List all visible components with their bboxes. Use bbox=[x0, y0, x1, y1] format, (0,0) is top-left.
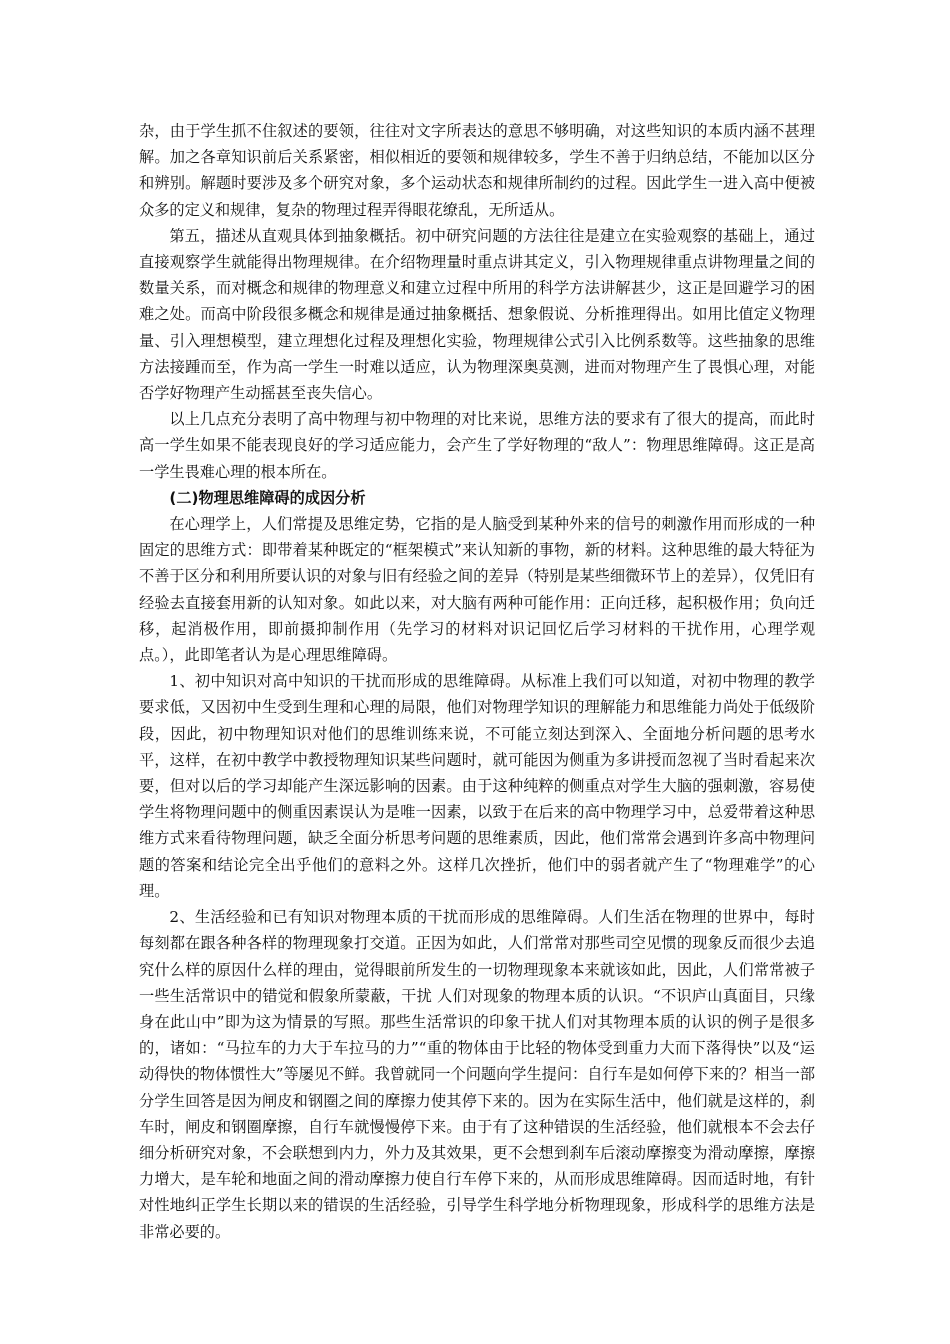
paragraph-fifth-point: 第五，描述从直观具体到抽象概括。初中研究问题的方法往往是建立在实验观察的基础上，通过直接观察学生就能得出物理规律。在介绍物理量时重点讲其定义，引入物理规律重点讲物理量之间的数量关系，而对概念和规律的物理意义和建立过程中所用的科学方法讲解甚少，这正是回避学习的困难之处。而高中阶段很多概念和规律是通过抽象概括、想象假说、分析推理得出。如用比值定义物理量、引入理想模型，建立理想化过程及理想化实验，物理规律公式引入比例系数等。这些抽象的思维方法接踵而至，作为高一学生一时难以适应，认为物理深奥莫测，进而对物理产生了畏惧心理，对能否学好物理产生动摇甚至丧失信心。 bbox=[139, 226, 815, 403]
paragraph-thinking-set: 在心理学上，人们常提及思维定势，它指的是人脑受到某种外来的信号的刺激作用而形成的一种固定的思维方式：即带着某种既定的“框架模式”来认知新的事物，新的材料。这种思维的最大特征为不善于区分和利用所要认识的对象与旧有经验之间的差异（特别是某些细微环节上的差异），仅凭旧有经验去直接套用新的认知对象。如此以来，对大脑有两种可能作用：正向迁移，起积极作用；负向迁移，起消极作用，即前摄抑制作用（先学习的材料对识记回忆后学习材料的干扰作用，心理学观点。），此即笔者认为是心理思维障碍。 bbox=[139, 515, 815, 665]
section-heading: (二)物理思维障碍的成因分析 bbox=[169, 488, 366, 507]
paragraph-point-2: 2、生活经验和已有知识对物理本质的干扰而形成的思维障碍。人们生活在物理的世界中，每时每刻都在跟各种各样的物理现象打交道。正因为如此，人们常常对那些司空见惯的现象反而很少去追究什么样的原因什么样的理由，觉得眼前所发生的一切物理现象本来就该如此，因此，人们常常被子一些生活常识中的错觉和假象所蒙蔽，干扰 人们对现象的物理本质的认识。“不识庐山真面目，只缘身在此山中”即为这为情景的写照。那些生活常识的印象干扰人们对其物理本质的认识的例子是很多的，诸如：“马拉车的力大于车拉马的力”“重的物体由于比轻的物体受到重力大而下落得快”以及“运动得快的物体惯性大”等屡见不鲜。我曾就同一个问题向学生提问：自行车是如何停下来的？相当一部分学生回答是因为闸皮和钢圈之间的摩擦力使其停下来的。因为在实际生活中，他们就是这样的，刹车时，闸皮和钢圈摩擦，自行车就慢慢停下来。由于有了这种错误的生活经验，他们就根本不会去仔细分析研究对象，不会联想到内力，外力及其效果，更不会想到刹车后滚动摩擦变为滑动摩擦，摩擦力增大，是车轮和地面之间的滑动摩擦力使自行车停下来的，从而形成思维障碍。因而适时地，有针对性地纠正学生长期以来的错误的生活经验，引导学生科学地分析物理现象，形成科学的思维方法是非常必要的。 bbox=[139, 908, 816, 1241]
paragraph-point-1: 1、初中知识对高中知识的干扰而形成的思维障碍。从标准上我们可以知道，对初中物理的教学要求低，又因初中生受到生理和心理的局限，他们对物理学知识的理解能力和思维能力尚处于低级阶段，因此，初中物理知识对他们的思维训练来说，不可能立刻达到深入、全面地分析问题的思考水平，这样，在初中教学中教授物理知识某些问题时，就可能因为侧重为多讲授而忽视了当时看起来次要，但对以后的学习却能产生深远影响的因素。由于这种纯粹的侧重点对学生大脑的强刺激，容易使学生将物理问题中的侧重因素误认为是唯一因素，以致于在后来的高中物理学习中，总爱带着这种思维方式来看待物理问题，缺乏全面分析思考问题的思维素质，因此，他们常常会遇到许多高中物理问题的答案和结论完全出乎他们的意料之外。这样几次挫折，他们中的弱者就产生了“物理难学”的心理。 bbox=[139, 672, 815, 900]
document-page bbox=[139, 118, 815, 1245]
paragraph-summary: 以上几点充分表明了高中物理与初中物理的对比来说，思维方法的要求有了很大的提高，而此时高一学生如果不能表现良好的学习适应能力，会产生了学好物理的“敌人”：物理思维障碍。这正是高一学生畏难心理的根本所在。 bbox=[139, 410, 815, 481]
paragraph-continuation: 杂，由于学生抓不住叙述的要领，往往对文字所表达的意思不够明确，对这些知识的本质内涵不甚理解。加之各章知识前后关系紧密，相似相近的要领和规律较多，学生不善于归纳总结，不能加以区分和辨别。解题时要涉及多个研究对象，多个运动状态和规律所制约的过程。因此学生一进入高中便被众多的定义和规律，复杂的物理过程弄得眼花缭乱，无所适从。 bbox=[139, 122, 815, 219]
